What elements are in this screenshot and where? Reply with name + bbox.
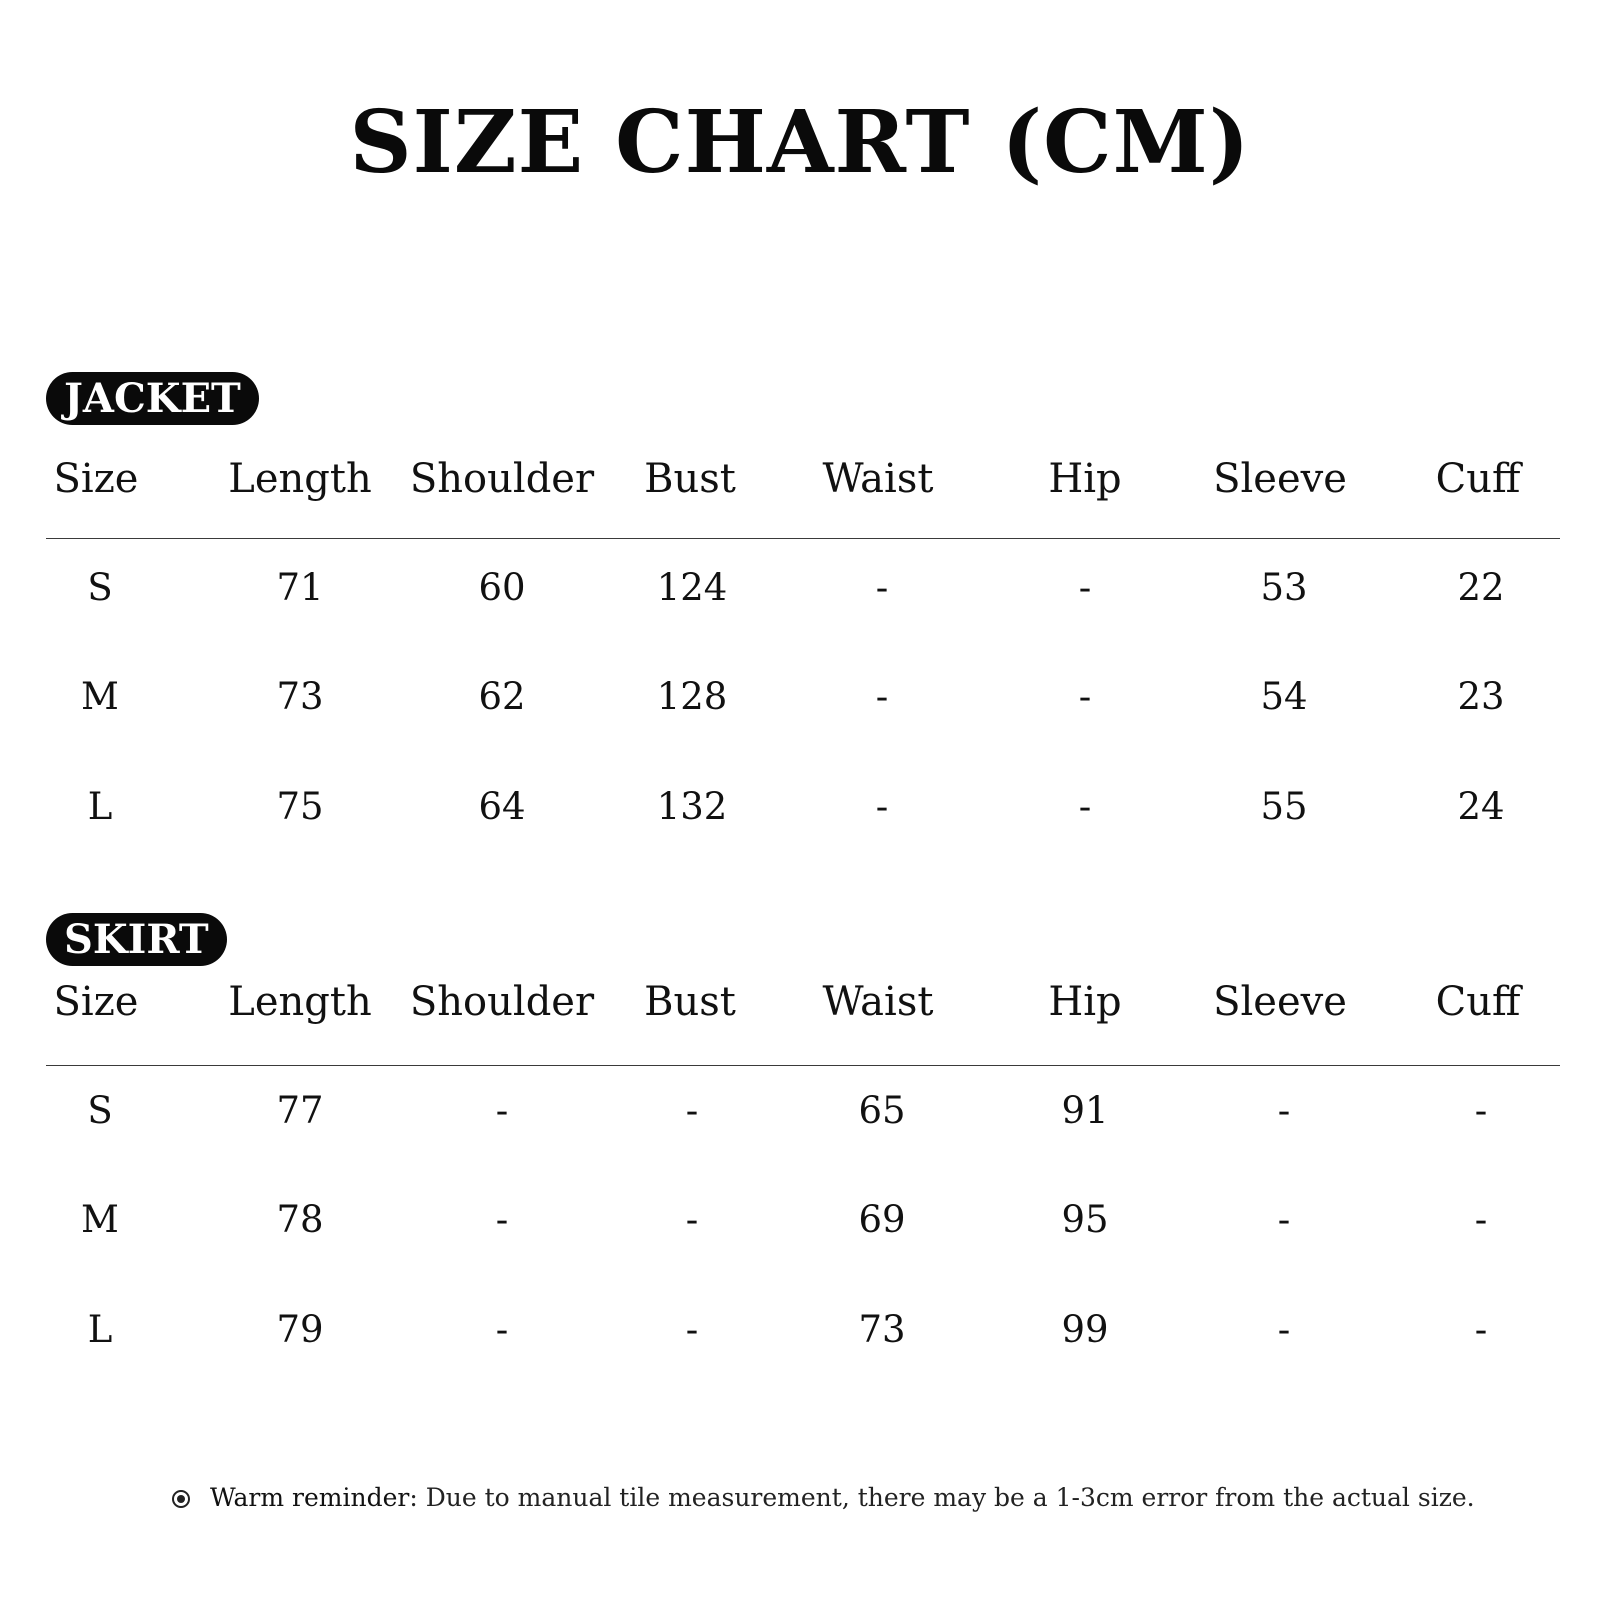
reminder-label: Warm reminder	[210, 1483, 410, 1512]
cell-bust: -	[685, 1308, 699, 1351]
cell-waist: 65	[858, 1089, 906, 1132]
column-header-size: Size	[53, 979, 139, 1025]
cell-sleeve: 54	[1260, 675, 1308, 718]
column-header-length: Length	[228, 979, 372, 1025]
section-badge-jacket: JACKET	[46, 372, 259, 425]
section-badge-skirt: SKIRT	[46, 913, 227, 966]
cell-size: S	[87, 566, 113, 609]
cell-length: 79	[276, 1308, 324, 1351]
table-row	[0, 563, 1600, 613]
table-header-row	[0, 454, 1600, 504]
cell-bust: -	[685, 1089, 699, 1132]
cell-waist: 69	[858, 1198, 906, 1241]
column-header-hip: Hip	[1048, 979, 1122, 1025]
cell-length: 75	[276, 785, 324, 828]
column-header-cuff: Cuff	[1435, 456, 1521, 502]
cell-bust: 128	[656, 675, 728, 718]
page-title: SIZE CHART (CM)	[349, 92, 1251, 193]
column-header-waist: Waist	[822, 456, 934, 502]
cell-length: 71	[276, 566, 324, 609]
column-header-bust: Bust	[644, 456, 736, 502]
cell-sleeve: 55	[1260, 785, 1308, 828]
column-header-hip: Hip	[1048, 456, 1122, 502]
column-header-cuff: Cuff	[1435, 979, 1521, 1025]
cell-shoulder: 60	[478, 566, 526, 609]
cell-cuff: 24	[1457, 785, 1505, 828]
cell-hip: -	[1078, 675, 1092, 718]
cell-hip: -	[1078, 566, 1092, 609]
cell-length: 77	[276, 1089, 324, 1132]
cell-sleeve: -	[1277, 1308, 1291, 1351]
cell-sleeve: -	[1277, 1198, 1291, 1241]
column-header-length: Length	[228, 456, 372, 502]
radio-dot-icon	[172, 1490, 190, 1508]
column-header-waist: Waist	[822, 979, 934, 1025]
cell-sleeve: -	[1277, 1089, 1291, 1132]
cell-waist: -	[875, 785, 889, 828]
cell-hip: 91	[1061, 1089, 1109, 1132]
column-header-sleeve: Sleeve	[1213, 979, 1347, 1025]
cell-hip: 99	[1061, 1308, 1109, 1351]
cell-size: L	[87, 785, 113, 828]
reminder-text: : Due to manual tile measurement, there may be a 1-3cm error from the actual size.	[409, 1483, 1475, 1512]
cell-shoulder: -	[495, 1308, 509, 1351]
cell-sleeve: 53	[1260, 566, 1308, 609]
cell-size: L	[87, 1308, 113, 1351]
cell-cuff: -	[1474, 1198, 1488, 1241]
cell-length: 78	[276, 1198, 324, 1241]
table-row	[0, 672, 1600, 722]
header-divider	[46, 1065, 1560, 1066]
table-row	[0, 1086, 1600, 1136]
cell-shoulder: 62	[478, 675, 526, 718]
cell-cuff: -	[1474, 1308, 1488, 1351]
cell-bust: 124	[656, 566, 728, 609]
header-divider	[46, 538, 1560, 539]
cell-size: M	[81, 675, 119, 718]
column-header-size: Size	[53, 456, 139, 502]
cell-waist: -	[875, 675, 889, 718]
cell-waist: -	[875, 566, 889, 609]
cell-cuff: 23	[1457, 675, 1505, 718]
cell-waist: 73	[858, 1308, 906, 1351]
column-header-bust: Bust	[644, 979, 736, 1025]
cell-size: S	[87, 1089, 113, 1132]
warm-reminder	[172, 1480, 1475, 1516]
column-header-shoulder: Shoulder	[409, 456, 595, 502]
cell-shoulder: -	[495, 1089, 509, 1132]
table-row	[0, 1195, 1600, 1245]
cell-shoulder: 64	[478, 785, 526, 828]
cell-hip: -	[1078, 785, 1092, 828]
column-header-sleeve: Sleeve	[1213, 456, 1347, 502]
table-row	[0, 782, 1600, 832]
cell-size: M	[81, 1198, 119, 1241]
table-row	[0, 1305, 1600, 1355]
cell-length: 73	[276, 675, 324, 718]
cell-hip: 95	[1061, 1198, 1109, 1241]
table-header-row	[0, 977, 1600, 1027]
cell-bust: 132	[656, 785, 728, 828]
cell-cuff: 22	[1457, 566, 1505, 609]
column-header-shoulder: Shoulder	[409, 979, 595, 1025]
cell-bust: -	[685, 1198, 699, 1241]
cell-shoulder: -	[495, 1198, 509, 1241]
cell-cuff: -	[1474, 1089, 1488, 1132]
